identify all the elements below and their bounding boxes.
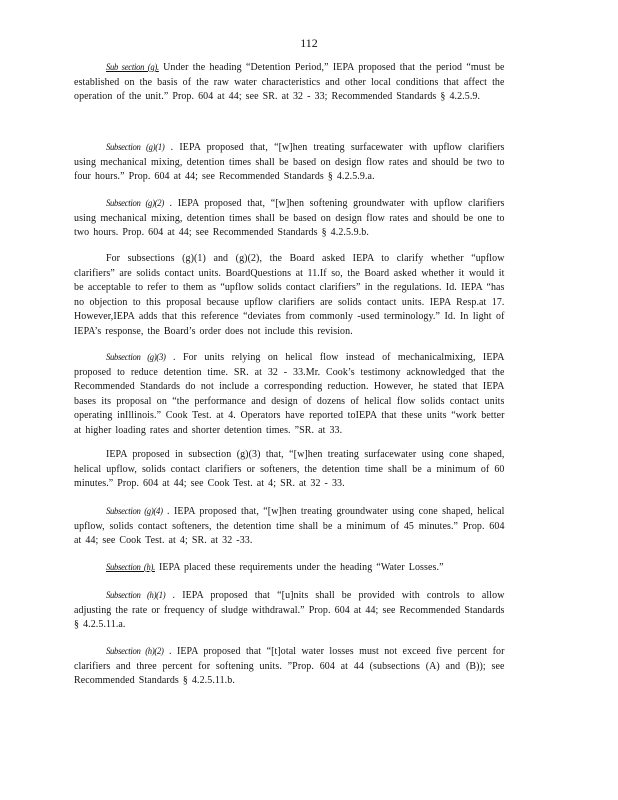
paragraph-text: . IEPA proposed that “[t]otal water losses must not exceed five percent for clarifiers and three percent for softening units. ”Prop. 604 at 44 (subsections (A) and (B)); see Recommended Standards § 4.2.5.11.b. bbox=[74, 646, 505, 687]
paragraph-board-question bbox=[74, 252, 505, 340]
paragraph-text: IEPA proposed in subsection (g)(3) that, “[w]hen treating surfacewater using cone shaped, helical upflow, solids contact clarifiers or softeners, the detention time shall be a minimum of 60 minutes.” Prop. 604 at 44; see Cook Test. at 4; SR. at 32 - 33. bbox=[74, 449, 505, 490]
paragraph-subsection-h1 bbox=[74, 588, 505, 633]
paragraph-subsection-g1 bbox=[74, 140, 505, 185]
paragraph-text: . For units relying on helical flow instead of mechanicalmixing, IEPA proposed to reduce detention time. SR. at 32 - 33.Mr. Cook’s testimony acknowledged that the Recommended Standards do not include a corresponding reduction. However, he stated that IEPA bases its proposal on “the performance and design of dozens of helical flow solids contact units operating inIllinois.” Cook Test. at 4. Operators have reported toIEPA that these units “work better at higher loading rates and shorter detention times. ”SR. at 33. bbox=[74, 352, 505, 436]
paragraph-text: . IEPA proposed that, “[w]hen treating groundwater using cone shaped, helical upflow, solids contact softeners, the detention time shall be a minimum of 45 minutes.” Prop. 604 at 44; see Cook Test. at 4; SR. at 32 -33. bbox=[74, 506, 505, 547]
paragraph-text: . IEPA proposed that “[u]nits shall be provided with controls to allow adjusting the rate or frequency of sludge withdrawal.” Prop. 604 at 44; see Recommended Standards § 4.2.5.11.a. bbox=[74, 590, 505, 631]
subsection-heading: Sub section (g). bbox=[105, 62, 159, 72]
paragraph-subsection-g bbox=[74, 60, 505, 105]
paragraph-subsection-h bbox=[74, 560, 505, 576]
subsection-heading: Subsection (h). bbox=[105, 562, 155, 572]
subsection-heading: Subsection (h)(2) bbox=[105, 646, 164, 656]
paragraph-subsection-g4 bbox=[74, 504, 505, 549]
subsection-heading: Subsection (h)(1) bbox=[105, 590, 166, 600]
subsection-heading: Subsection (g)(3) bbox=[105, 352, 166, 362]
paragraph-text: . IEPA proposed that, “[w]hen treating surfacewater with upflow clarifiers using mechanical mixing, detention times shall be based on design flow rates and should be two to four hours.” Prop. 604 at 44; see Recommended Standards § 4.2.5.9.a. bbox=[74, 142, 505, 183]
paragraph-g3-proposal bbox=[74, 448, 505, 492]
paragraph-text: For subsections (g)(1) and (g)(2), the Board asked IEPA to clarify whether “upflow clarifiers” are solids contact units. BoardQuestions at 11.If so, the Board asked whether it would it be acceptable to refer to them as “upflow solids contact clarifiers” in the regulations. Id. IEPA “has no objection to this proposal because upflow clarifiers are solids contact units. IEPA Resp.at 17. However,IEPA adds that this reference “deviates from commonly -used terminology.” Id. In light of IEPA’s response, the Board’s order does not include this revision. bbox=[74, 253, 505, 337]
paragraph-subsection-g2 bbox=[74, 196, 505, 241]
paragraph-subsection-g3 bbox=[74, 350, 505, 439]
paragraph-text: IEPA placed these requirements under the heading “Water Losses.” bbox=[158, 562, 444, 573]
paragraph-subsection-h2 bbox=[74, 644, 505, 689]
page-number: 112 bbox=[300, 36, 318, 50]
subsection-heading: Subsection (g)(4) bbox=[105, 506, 163, 516]
paragraph-text: . IEPA proposed that, “[w]hen softening groundwater with upflow clarifiers using mechanical mixing, detention times shall be based on design flow rates and should be one to two hours. Prop. 604 at 44; see Recommended Standards § 4.2.5.9.b. bbox=[74, 198, 505, 239]
subsection-heading: Subsection (g)(1) bbox=[105, 142, 165, 152]
paragraph-text: Under the heading “Detention Period,” IEPA proposed that the period “must be established on the basis of the raw water characteristics and other local conditions that affect the operation of the unit.” Prop. 604 at 44; see SR. at 32 - 33; Recommended Standards § 4.2.5.9. bbox=[74, 62, 505, 103]
subsection-heading: Subsection (g)(2) bbox=[105, 198, 164, 208]
